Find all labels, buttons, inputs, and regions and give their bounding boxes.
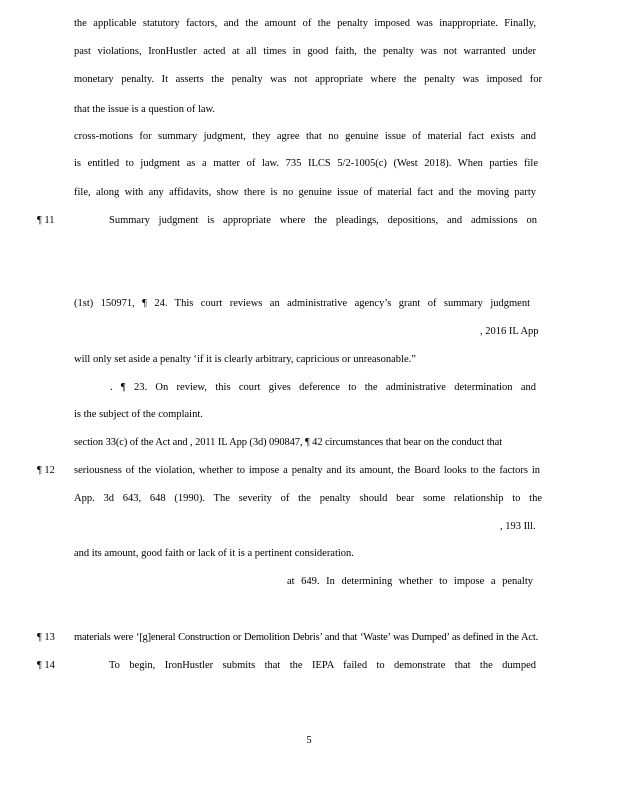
text-line: materials were ‘[g]eneral Construction or Demolition Debris’ and that ‘Waste’ was Dumped’ as defined in the Act.: [74, 632, 538, 643]
paragraph-number-11: ¶ 11: [37, 215, 55, 226]
text-line: the applicable statutory factors, and the amount of the penalty imposed was inappropriate. Finally,: [74, 18, 536, 29]
page-number: 5: [306, 735, 312, 746]
text-line: is the subject of the complaint.: [74, 409, 203, 420]
paragraph-number-12: ¶ 12: [37, 465, 55, 476]
text-line: monetary penalty. It asserts the penalty was not appropriate where the penalty was imposed for: [74, 74, 542, 85]
text-line: App. 3d 643, 648 (1990). The severity of the penalty should bear some relationship to the: [74, 493, 542, 504]
text-line: (1st) 150971, ¶ 24. This court reviews an administrative agency’s grant of summary judgment: [74, 298, 530, 309]
text-line: past violations, IronHustler acted at all times in good faith, the penalty was not warranted under: [74, 46, 536, 57]
text-line: . ¶ 23. On review, this court gives deference to the administrative determination and: [110, 382, 536, 393]
text-line: To begin, IronHustler submits that the IEPA failed to demonstrate that the dumped: [109, 660, 536, 671]
text-line: , 193 Ill.: [500, 521, 536, 532]
text-line: Summary judgment is appropriate where the pleadings, depositions, and admissions on: [109, 215, 537, 226]
text-line: that the issue is a question of law.: [74, 104, 216, 115]
text-line: file, along with any affidavits, show there is no genuine issue of material fact and the moving party: [74, 187, 536, 198]
text-line: section 33(c) of the Act and , 2011 IL App (3d) 090847, ¶ 42 circumstances that bear on the conduct that: [74, 437, 503, 448]
text-line: cross-motions for summary judgment, they agree that no genuine issue of material fact exists and: [74, 131, 536, 142]
text-line: will only set aside a penalty ‘if it is clearly arbitrary, capricious or unreasonable.”: [74, 354, 416, 365]
text-line: seriousness of the violation, whether to impose a penalty and its amount, the Board looks to the factors in: [74, 465, 540, 476]
text-line: is entitled to judgment as a matter of law. 735 ILCS 5/2-1005(c) (West 2018). When parties file: [74, 158, 538, 169]
text-line: at 649. In determining whether to impose a penalty: [287, 576, 533, 587]
paragraph-number-14: ¶ 14: [37, 660, 55, 671]
paragraph-number-13: ¶ 13: [37, 632, 55, 643]
text-line: , 2016 IL App: [480, 326, 539, 337]
text-line: and its amount, good faith or lack of it is a pertinent consideration.: [74, 548, 354, 559]
